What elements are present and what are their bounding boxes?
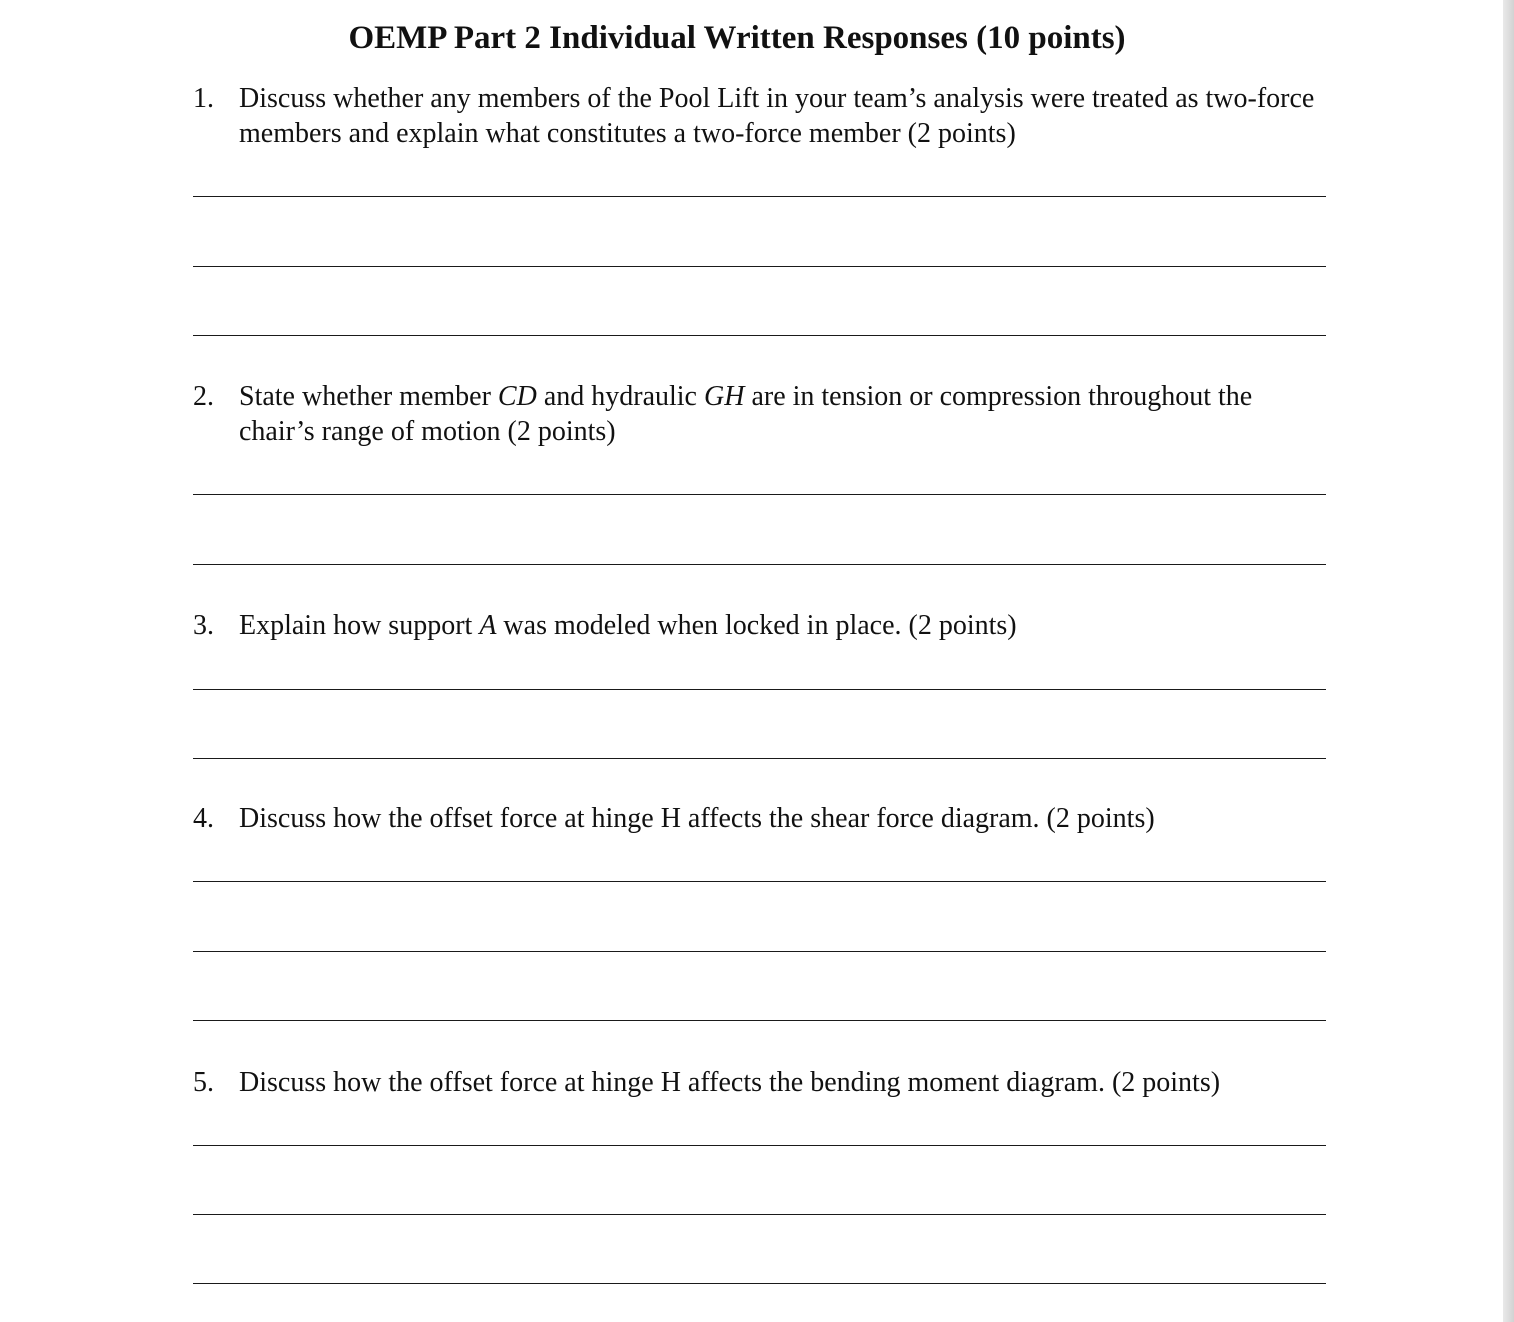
question-text: Discuss how the offset force at hinge H affects the bending moment diagram. (2 points): [239, 1067, 1221, 1098]
question-text: [239, 608, 1323, 643]
question-number: 2.: [193, 381, 214, 412]
answer-line[interactable]: [193, 1020, 1326, 1021]
answer-line[interactable]: [193, 758, 1326, 759]
question-text: [239, 379, 1323, 449]
page-title: OEMP Part 2 Individual Written Responses (10 points): [348, 20, 1126, 56]
question-number: 5.: [193, 1067, 214, 1098]
page-edge-shadow: [1503, 0, 1514, 1322]
answer-line[interactable]: [193, 881, 1326, 882]
answer-line[interactable]: [193, 494, 1326, 495]
question-text: Discuss whether any members of the Pool Lift in your team’s analysis were treated as two-force members and explain what constitutes a two-force member (2 points): [239, 83, 1315, 149]
question-text-part: are in tension or compression throughout the chair’s range of motion (2 points): [239, 381, 1253, 447]
answer-line[interactable]: [193, 564, 1326, 565]
question-1: [193, 81, 1323, 151]
answer-line[interactable]: [193, 1145, 1326, 1146]
question-number: 4.: [193, 803, 214, 834]
question-5: [193, 1065, 1323, 1100]
question-number: 3.: [193, 610, 214, 641]
question-text: Discuss how the offset force at hinge H affects the shear force diagram. (2 points): [239, 803, 1155, 834]
question-text-part: was modeled when locked in place. (2 points): [496, 610, 1017, 641]
question-text-part: State whether member: [239, 381, 498, 412]
hydraulic-gh-label: GH: [703, 381, 745, 412]
question-text-part: Explain how support: [239, 610, 480, 641]
question-text-part: and hydraulic: [536, 381, 704, 412]
support-a-label: A: [479, 610, 497, 641]
question-3: [193, 608, 1323, 643]
answer-line[interactable]: [193, 1214, 1326, 1215]
question-2: [193, 379, 1323, 449]
answer-line[interactable]: [193, 951, 1326, 952]
question-number: 1.: [193, 83, 214, 114]
answer-line[interactable]: [193, 335, 1326, 336]
question-4: [193, 801, 1323, 836]
answer-line[interactable]: [193, 689, 1326, 690]
answer-line[interactable]: [193, 1283, 1326, 1284]
member-cd-label: CD: [497, 381, 537, 412]
answer-line[interactable]: [193, 266, 1326, 267]
answer-line[interactable]: [193, 196, 1326, 197]
